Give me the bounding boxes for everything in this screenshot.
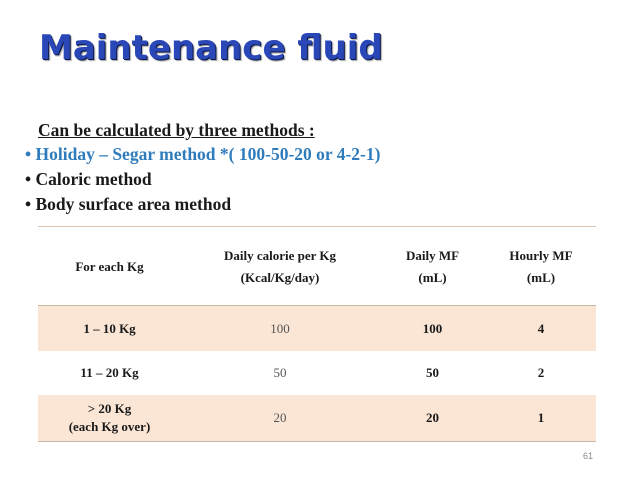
cell-hourly: 4 [486,306,596,352]
cell-calorie: 20 [181,395,379,442]
table-row [38,395,596,442]
cell-daily: 50 [426,365,439,380]
cell-calorie: 100 [181,306,379,352]
page-number: 61 [583,451,594,461]
cell-hourly: 1 [486,395,596,442]
methods-list [25,142,380,217]
cell-hourly: 2 [537,365,545,380]
cell-weight-value: > 20 Kg [87,401,132,416]
cell-weight: 11 – 20 Kg [80,365,139,380]
method-item-body-surface: • Body surface area method [25,194,232,214]
cell-weight [38,395,181,442]
maintenance-fluid-table [38,228,596,442]
table-row [38,306,596,352]
header-hourly-unit: (mL) [526,269,556,285]
method-item-caloric: • Caloric method [25,169,152,189]
cell-weight-note: (each Kg over) [68,419,151,434]
header-calorie [181,228,379,306]
header-weight-label: For each Kg [75,258,144,274]
slide-title: Maintenance fluid [39,28,383,68]
table-row [38,351,596,395]
method-item-holiday-segar: • Holiday – Segar method *( 100-50-20 or 4-2-1) [25,144,381,164]
table-top-rule [38,226,596,227]
header-hourly-mf [486,228,596,306]
header-weight [38,228,181,306]
header-calorie-unit: (Kcal/Kg/day) [240,269,320,285]
header-hourly-label: Hourly MF [509,247,573,263]
header-daily-unit: (mL) [418,269,447,285]
cell-daily: 100 [379,306,486,352]
header-daily-label: Daily MF [405,247,460,263]
cell-calorie: 50 [273,365,287,380]
cell-daily: 20 [379,395,486,442]
table-header-row [38,228,596,306]
header-calorie-label: Daily calorie per Kg [223,247,337,263]
intro-text: Can be calculated by three methods : [38,120,315,140]
cell-weight: 1 – 10 Kg [38,306,181,352]
header-daily-mf [379,228,486,306]
